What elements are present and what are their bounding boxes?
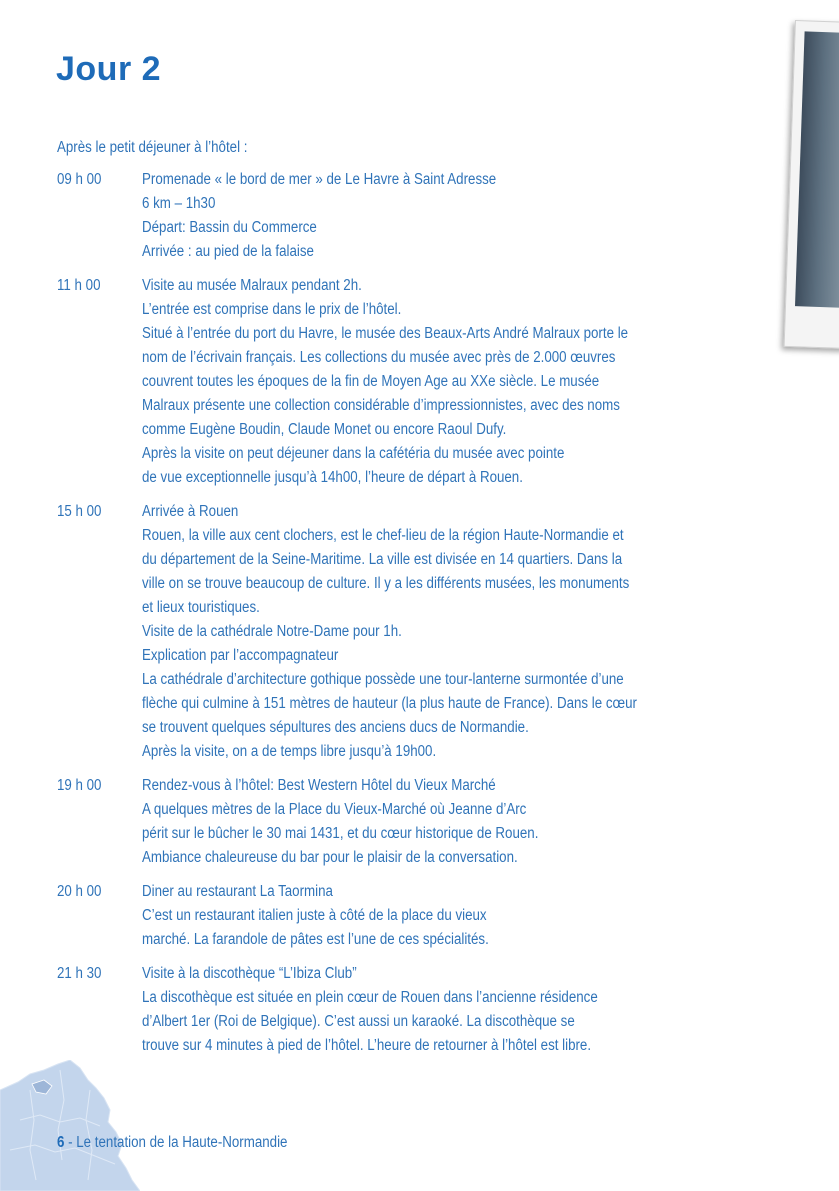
- entry-line: flèche qui culmine à 151 mètres de hauteur (la plus haute de France). Dans le cœur: [142, 695, 637, 712]
- entry-line: Visite au musée Malraux pendant 2h.: [142, 277, 362, 294]
- entry-description: [142, 880, 839, 952]
- entry-line: d’Albert 1er (Roi de Belgique). C’est aussi un karaoké. La discothèque se: [142, 1013, 575, 1030]
- entry-description: [142, 274, 839, 490]
- entry-line: ville on se trouve beaucoup de culture. Il y a les différents musées, les monuments: [142, 575, 630, 592]
- entry-line: Visite de la cathédrale Notre-Dame pour 1h.: [142, 623, 402, 640]
- entry-line: 6 km – 1h30: [142, 195, 216, 212]
- entry-time: 09 h 00: [57, 171, 102, 188]
- photo-image: [784, 20, 839, 349]
- footer-separator: -: [64, 1134, 77, 1151]
- entry-line: marché. La farandole de pâtes est l’une de ces spécialités.: [142, 931, 489, 948]
- footer-text: Le tentation de la Haute-Normandie: [76, 1134, 288, 1151]
- entry-line: Explication par l’accompagnateur: [142, 647, 339, 664]
- entry-line: Visite à la discothèque “L’Ibiza Club”: [142, 965, 357, 982]
- entry-line: La discothèque est située en plein cœur de Rouen dans l’ancienne résidence: [142, 989, 598, 1006]
- entry-line: couvrent toutes les époques de la fin de Moyen Age au XXe siècle. Le musée: [142, 373, 600, 390]
- footer: [57, 1131, 287, 1155]
- entry-time: 11 h 00: [57, 277, 101, 294]
- entry-line: et lieux touristiques.: [142, 599, 260, 616]
- france-map-icon: [0, 1060, 140, 1191]
- entry-line: trouve sur 4 minutes à pied de l’hôtel. L’heure de retourner à l’hôtel est libre.: [142, 1037, 592, 1054]
- schedule-entry: [57, 500, 817, 764]
- entry-line: L’entrée est comprise dans le prix de l’hôtel.: [142, 301, 402, 318]
- entry-line: comme Eugène Boudin, Claude Monet ou encore Raoul Dufy.: [142, 421, 507, 438]
- entry-line: Ambiance chaleureuse du bar pour le plaisir de la conversation.: [142, 849, 518, 866]
- entry-line: périt sur le bûcher le 30 mai 1431, et du cœur historique de Rouen.: [142, 825, 539, 842]
- entry-description: [142, 168, 839, 264]
- entry-line: Après la visite on peut déjeuner dans la cafétéria du musée avec pointe: [142, 445, 565, 462]
- schedule-entry: [57, 880, 817, 952]
- entry-line: Situé à l’entrée du port du Havre, le musée des Beaux-Arts André Malraux porte le: [142, 325, 629, 342]
- entry-description: [142, 774, 839, 870]
- photo-content: [795, 31, 839, 308]
- schedule-entry: [57, 774, 817, 870]
- entry-line: Arrivée : au pied de la falaise: [142, 243, 314, 260]
- entry-time: 21 h 30: [57, 965, 102, 982]
- entry-line: de vue exceptionnelle jusqu’à 14h00, l’heure de départ à Rouen.: [142, 469, 523, 486]
- entry-line: Malraux présente une collection considérable d’impressionnistes, avec des noms: [142, 397, 620, 414]
- entry-line: C’est un restaurant italien juste à côté de la place du vieux: [142, 907, 487, 924]
- entry-description: [142, 962, 839, 1058]
- entry-line: nom de l’écrivain français. Les collections du musée avec près de 2.000 œuvres: [142, 349, 616, 366]
- schedule: [57, 168, 817, 1068]
- schedule-entry: [57, 168, 817, 264]
- intro-text: Après le petit déjeuner à l’hôtel :: [57, 139, 248, 156]
- entry-line: Départ: Bassin du Commerce: [142, 219, 317, 236]
- page-number: 6: [57, 1134, 65, 1151]
- page-title: Jour 2: [56, 50, 162, 88]
- schedule-entry: [57, 274, 817, 490]
- entry-line: Diner au restaurant La Taormina: [142, 883, 333, 900]
- entry-line: Rouen, la ville aux cent clochers, est le chef-lieu de la région Haute-Normandie et: [142, 527, 624, 544]
- entry-line: se trouvent quelques sépultures des anciens ducs de Normandie.: [142, 719, 529, 736]
- entry-line: du département de la Seine-Maritime. La ville est divisée en 14 quartiers. Dans la: [142, 551, 623, 568]
- entry-time: 15 h 00: [57, 503, 102, 520]
- entry-time: 20 h 00: [57, 883, 102, 900]
- entry-line: Promenade « le bord de mer » de Le Havre à Saint Adresse: [142, 171, 497, 188]
- schedule-entry: [57, 962, 817, 1058]
- entry-line: A quelques mètres de la Place du Vieux-Marché où Jeanne d’Arc: [142, 801, 527, 818]
- entry-line: Après la visite, on a de temps libre jusqu’à 19h00.: [142, 743, 437, 760]
- entry-line: La cathédrale d’architecture gothique possède une tour-lanterne surmontée d’une: [142, 671, 624, 688]
- entry-description: [142, 500, 839, 764]
- entry-line: Rendez-vous à l’hôtel: Best Western Hôtel du Vieux Marché: [142, 777, 496, 794]
- entry-time: 19 h 00: [57, 777, 102, 794]
- entry-line: Arrivée à Rouen: [142, 503, 239, 520]
